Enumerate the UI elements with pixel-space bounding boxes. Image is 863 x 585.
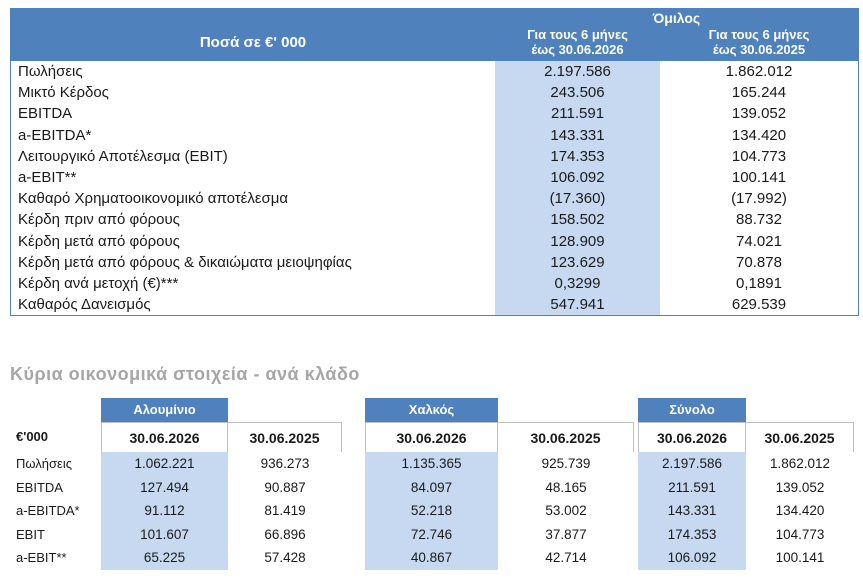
value-2025: 42.714	[545, 550, 587, 565]
row-label: Καθαρός Δανεισμός	[18, 296, 151, 314]
value-2025: (17.992)	[731, 190, 787, 208]
date-2025: 30.06.2025	[498, 422, 634, 452]
row-label: Κέρδη μετά από φόρους	[18, 232, 180, 250]
segment-table	[365, 398, 634, 570]
value-2026: 243.506	[495, 82, 660, 103]
value-2025: 104.773	[775, 526, 825, 542]
value-2026: 174.353	[495, 146, 660, 167]
segment-row	[638, 499, 854, 523]
value-2026: 127.494	[101, 476, 228, 500]
date-2025: 30.06.2025	[746, 422, 854, 452]
table-row	[11, 273, 858, 294]
value-2025: 37.877	[545, 526, 587, 542]
date-header-row	[365, 422, 634, 452]
row-label: EBITDA	[18, 105, 73, 123]
segment-row-labels	[16, 422, 80, 570]
date-2026: 30.06.2026	[101, 422, 228, 452]
value-2026: 123.629	[495, 252, 660, 273]
segment-name: Χαλκός	[365, 398, 498, 422]
row-label: Μικτό Κέρδος	[18, 84, 109, 102]
segment-row	[638, 476, 854, 500]
value-2026: 211.591	[638, 476, 746, 500]
value-2025: 90.887	[264, 479, 306, 495]
row-label: a-EBITDA*	[18, 126, 92, 144]
group-header	[495, 9, 858, 61]
segment-table	[101, 398, 342, 570]
value-2025: 134.420	[731, 126, 787, 144]
value-2026: 106.092	[495, 167, 660, 188]
value-2026: 211.591	[495, 103, 660, 124]
row-label: Καθαρό Χρηματοοικονομικό αποτέλεσμα	[18, 190, 289, 208]
table-row	[11, 82, 858, 103]
table-row	[11, 125, 858, 146]
table-row	[11, 294, 858, 315]
row-label: Λειτουργικό Αποτέλεσμα (EBIT)	[18, 147, 228, 165]
table-row	[11, 188, 858, 209]
table-row	[11, 103, 858, 124]
row-label: Κέρδη πριν από φόρους	[18, 211, 180, 229]
value-2026: 174.353	[638, 523, 746, 547]
value-2025: 629.539	[731, 296, 787, 314]
value-2026: 143.331	[495, 125, 660, 146]
group-table-header	[11, 9, 858, 61]
amounts-header-label: Ποσά σε €' 000	[199, 33, 307, 51]
period-2025-header	[660, 27, 858, 61]
value-2025: 53.002	[545, 503, 587, 518]
row-label: Κέρδη μετά από φόρους & δικαιώματα μειοψηφίας	[18, 253, 352, 271]
table-row	[11, 167, 858, 188]
date-header-row	[638, 422, 854, 452]
period-2025-line2: έως 30.06.2025	[712, 42, 806, 57]
value-2025: 104.773	[731, 147, 787, 165]
value-2026: 84.097	[365, 476, 498, 500]
segment-row-label: a-EBITDA*	[16, 503, 80, 518]
period-2026-header	[495, 27, 660, 61]
segment-row-label: Πωλήσεις	[16, 456, 72, 471]
table-row	[11, 252, 858, 273]
table-row	[11, 146, 858, 167]
value-2025: 139.052	[775, 479, 825, 495]
segment-row	[365, 476, 634, 500]
date-2025: 30.06.2025	[228, 422, 342, 452]
value-2025: 936.273	[260, 456, 310, 471]
value-2026: 52.218	[365, 499, 498, 523]
table-row	[11, 61, 858, 82]
value-2025: 1.862.012	[769, 456, 831, 471]
value-2025: 48.165	[545, 479, 587, 495]
value-2026: 106.092	[638, 546, 746, 570]
segment-row	[365, 546, 634, 570]
row-label: a-EBIT**	[18, 168, 77, 186]
group-name: Όμιλος	[652, 10, 701, 26]
table-row	[11, 209, 858, 230]
table-row	[11, 231, 858, 252]
value-2025: 100.141	[775, 550, 825, 565]
value-2025: 70.878	[736, 253, 782, 271]
segment-name: Σύνολο	[638, 398, 746, 422]
value-2026: 1.062.221	[101, 452, 228, 476]
row-label: Πωλήσεις	[18, 63, 83, 80]
segment-section-title: Κύρια οικονομικά στοιχεία - ανά κλάδο	[10, 364, 360, 384]
value-2025: 81.419	[264, 503, 306, 518]
period-2025-line1: Για τους 6 μήνες	[708, 27, 810, 42]
date-header-row	[101, 422, 342, 452]
unit-label: €'000	[16, 429, 49, 444]
group-table-body	[11, 61, 858, 315]
segment-name: Αλουμίνιο	[101, 398, 228, 422]
value-2025: 88.732	[736, 211, 782, 229]
value-2026: 158.502	[495, 209, 660, 230]
value-2026: 91.112	[101, 499, 228, 523]
value-2025: 134.420	[775, 503, 825, 518]
value-2026: 72.746	[365, 523, 498, 547]
segment-row-label: a-EBIT**	[16, 550, 67, 565]
segment-row	[101, 523, 342, 547]
period-2026-line1: Για τους 6 μήνες	[527, 27, 628, 42]
value-2026: 101.607	[101, 523, 228, 547]
segment-row	[638, 452, 854, 476]
value-2026: 547.941	[495, 294, 660, 315]
segment-row-label: EBIT	[16, 526, 45, 542]
group-results-table	[10, 8, 859, 316]
value-2025: 139.052	[731, 105, 787, 123]
value-2025: 0,1891	[736, 274, 782, 292]
value-2026: 128.909	[495, 231, 660, 252]
segment-row	[365, 523, 634, 547]
period-2026-line2: έως 30.06.2026	[531, 42, 624, 57]
value-2025: 74.021	[736, 232, 782, 250]
value-2026: 0,3299	[495, 273, 660, 294]
value-2025: 925.739	[541, 456, 591, 471]
segment-row	[638, 523, 854, 547]
value-2026: 2.197.586	[495, 61, 660, 82]
segment-row	[101, 476, 342, 500]
value-2026: 40.867	[365, 546, 498, 570]
segment-row	[638, 546, 854, 570]
value-2026: 65.225	[101, 546, 228, 570]
segment-row-label: EBITDA	[16, 479, 63, 495]
value-2025: 1.862.012	[725, 63, 793, 80]
segment-row	[101, 452, 342, 476]
segment-row	[365, 499, 634, 523]
row-label: Κέρδη ανά μετοχή (€)***	[18, 274, 179, 292]
value-2025: 66.896	[264, 526, 306, 542]
value-2026: 143.331	[638, 499, 746, 523]
date-2026: 30.06.2026	[638, 422, 746, 452]
segment-table	[638, 398, 854, 570]
segment-row	[101, 499, 342, 523]
value-2026: 1.135.365	[365, 452, 498, 476]
value-2026: 2.197.586	[638, 452, 746, 476]
segment-row	[101, 546, 342, 570]
value-2026: (17.360)	[495, 188, 660, 209]
value-2025: 100.141	[731, 168, 787, 186]
segment-row	[365, 452, 634, 476]
date-2026: 30.06.2026	[365, 422, 498, 452]
value-2025: 165.244	[731, 84, 787, 102]
value-2025: 57.428	[264, 550, 306, 565]
